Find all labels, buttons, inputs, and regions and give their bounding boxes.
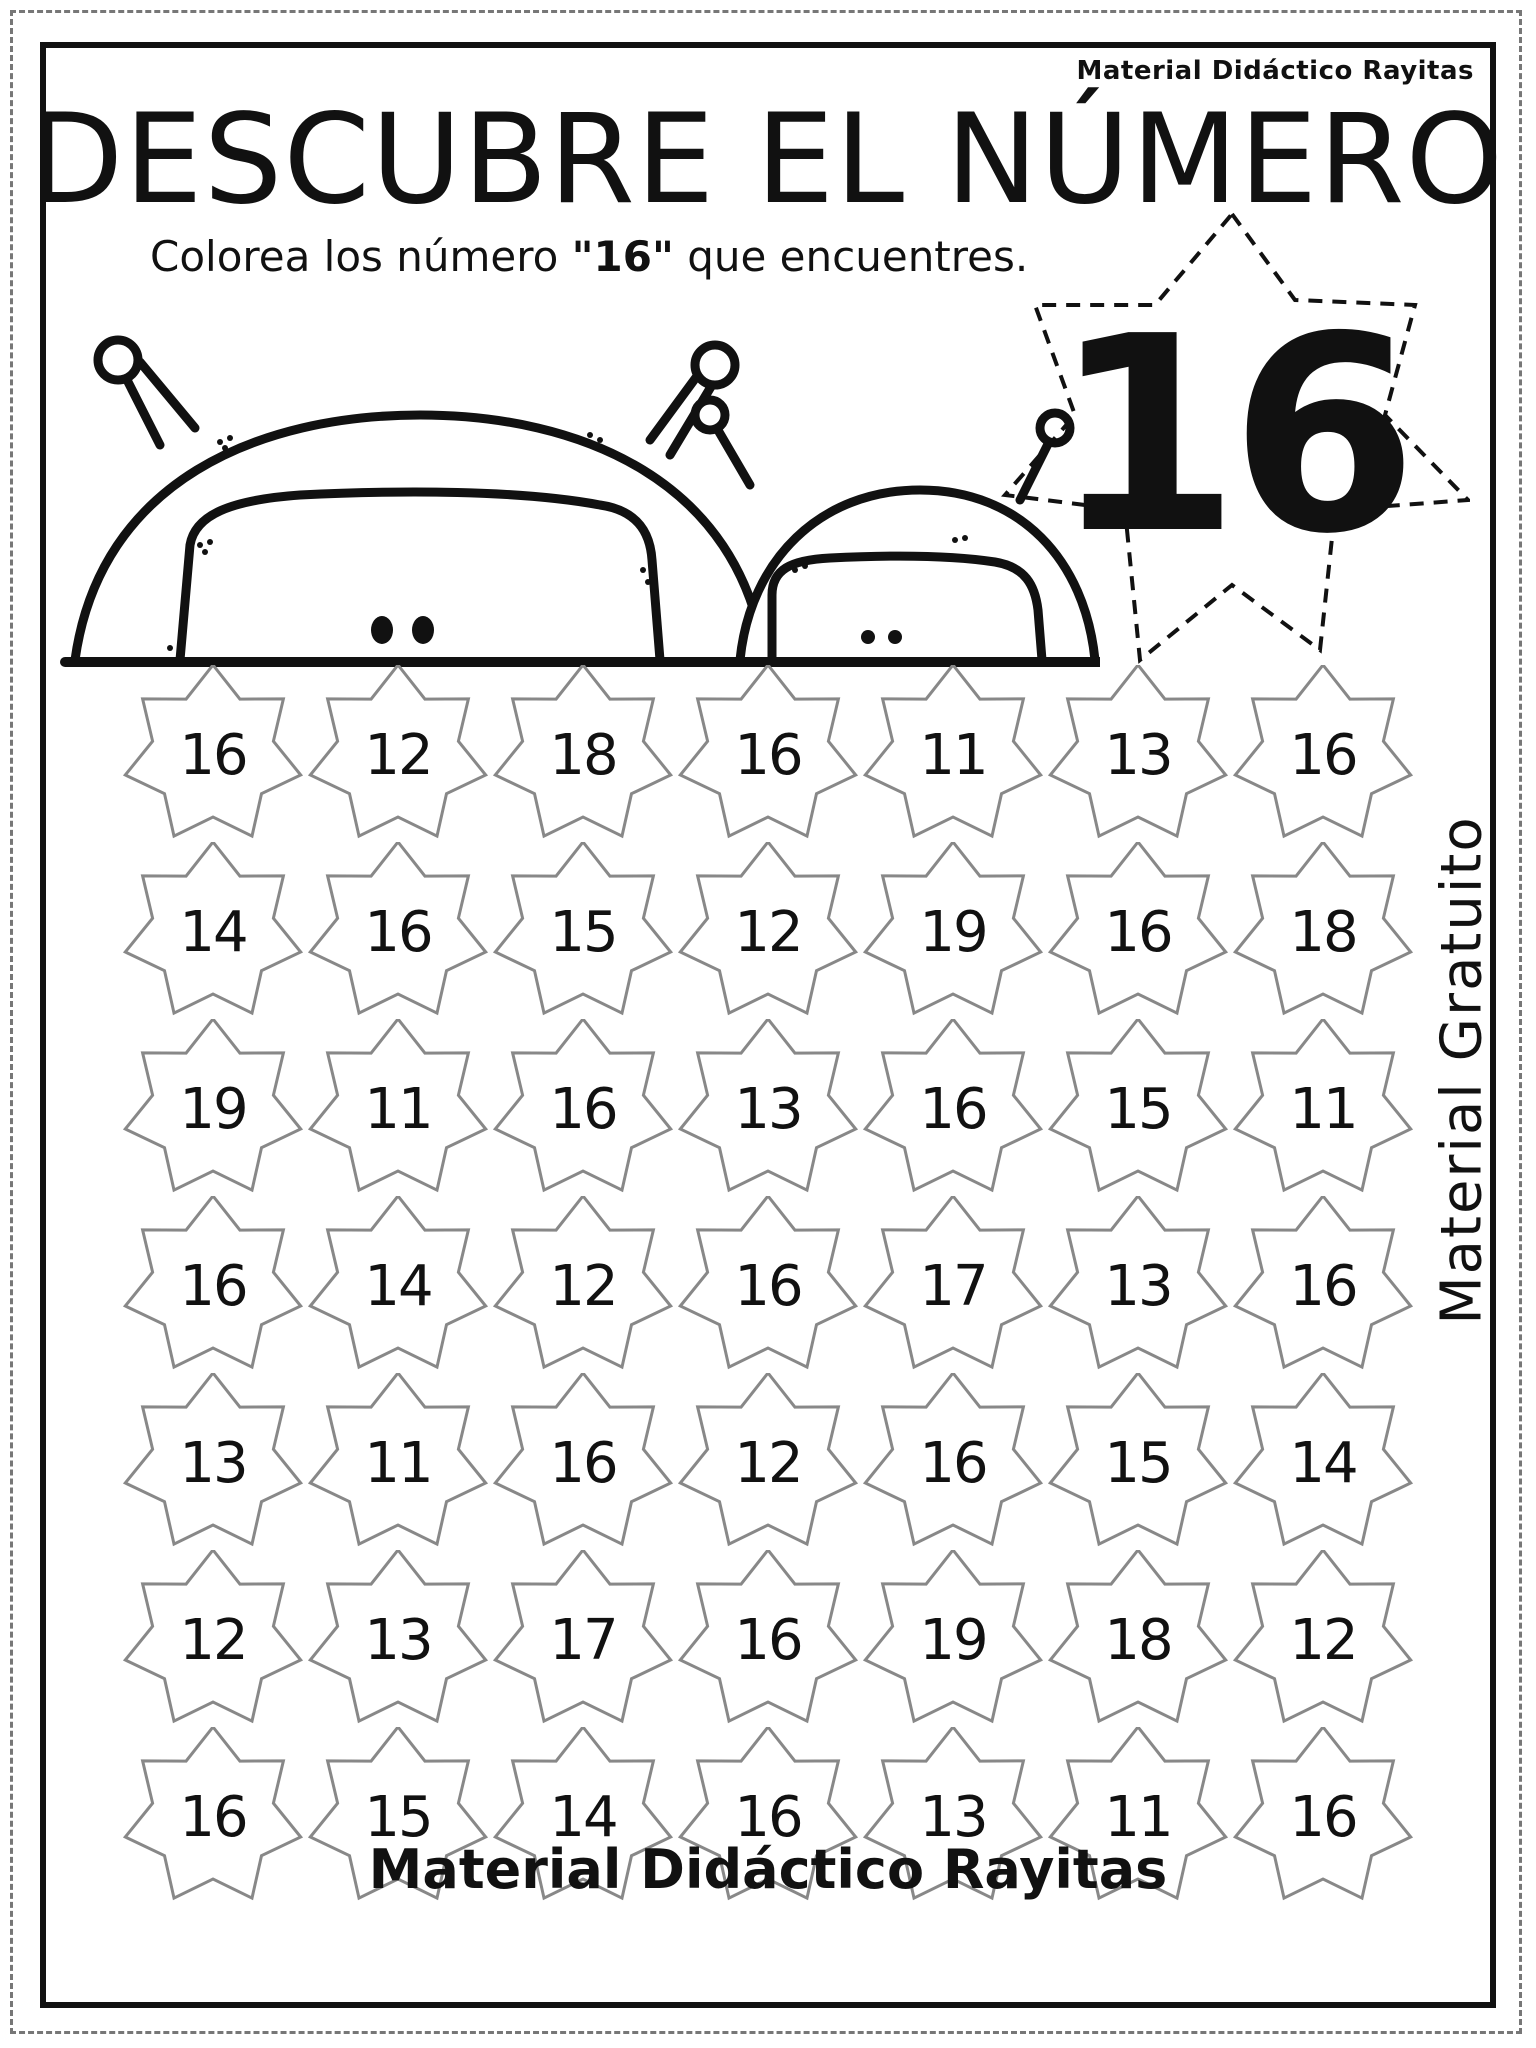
number-star-cell[interactable] <box>675 1550 861 1730</box>
star-number: 16 <box>734 722 802 788</box>
star-number: 14 <box>1289 1430 1357 1496</box>
star-number: 13 <box>734 1076 802 1142</box>
star-number: 12 <box>734 1430 802 1496</box>
number-star-cell[interactable] <box>860 1550 1046 1730</box>
number-star-cell[interactable] <box>490 842 676 1022</box>
star-number: 15 <box>1104 1076 1172 1142</box>
star-number: 16 <box>1289 722 1357 788</box>
target-number: 16 <box>1052 277 1408 593</box>
small-robot-antenna-left-ball <box>695 400 725 430</box>
number-star-cell[interactable] <box>860 665 1046 845</box>
brand-top: Material Didáctico Rayitas <box>1076 56 1474 86</box>
star-number: 16 <box>549 1430 617 1496</box>
star-number: 16 <box>919 1430 987 1496</box>
small-robot-eye-left <box>861 630 875 644</box>
number-star-cell[interactable] <box>490 665 676 845</box>
star-number: 14 <box>364 1253 432 1319</box>
star-number: 11 <box>1289 1076 1357 1142</box>
star-number: 19 <box>179 1076 247 1142</box>
star-number: 16 <box>919 1076 987 1142</box>
star-number: 12 <box>549 1253 617 1319</box>
number-star-cell[interactable] <box>675 1373 861 1553</box>
brand-bottom: Material Didáctico Rayitas <box>368 1838 1168 1901</box>
number-star-cell[interactable] <box>490 1550 676 1730</box>
star-number: 11 <box>1104 1784 1172 1850</box>
number-star-cell[interactable] <box>675 1019 861 1199</box>
star-number: 13 <box>1104 1253 1172 1319</box>
star-number: 15 <box>549 899 617 965</box>
number-star-cell[interactable] <box>305 1019 491 1199</box>
star-number: 13 <box>919 1784 987 1850</box>
number-star-cell[interactable] <box>305 1550 491 1730</box>
star-number: 16 <box>734 1607 802 1673</box>
instruction-text <box>150 232 1028 281</box>
number-star-cell[interactable] <box>120 842 306 1022</box>
star-number: 16 <box>734 1784 802 1850</box>
number-star-cell[interactable] <box>1045 842 1231 1022</box>
number-star-cell[interactable] <box>120 1373 306 1553</box>
number-star-cell[interactable] <box>120 1019 306 1199</box>
number-star-cell[interactable] <box>860 842 1046 1022</box>
number-star-cell[interactable] <box>490 1373 676 1553</box>
star-number: 14 <box>549 1784 617 1850</box>
number-star-cell[interactable] <box>675 1196 861 1376</box>
number-star-cell[interactable] <box>305 842 491 1022</box>
star-number: 16 <box>549 1076 617 1142</box>
star-number: 12 <box>1289 1607 1357 1673</box>
number-star-cell[interactable] <box>1230 1196 1416 1376</box>
number-star-cell[interactable] <box>860 1373 1046 1553</box>
star-number: 16 <box>179 1784 247 1850</box>
star-number: 16 <box>179 1253 247 1319</box>
number-star-cell[interactable] <box>1230 1373 1416 1553</box>
star-number: 12 <box>734 899 802 965</box>
number-star-grid <box>120 665 1440 1850</box>
star-number: 16 <box>1104 899 1172 965</box>
star-number: 11 <box>364 1430 432 1496</box>
number-star-cell[interactable] <box>490 1196 676 1376</box>
number-star-cell[interactable] <box>305 665 491 845</box>
number-star-cell[interactable] <box>1230 1550 1416 1730</box>
number-star-cell[interactable] <box>1045 665 1231 845</box>
number-star-cell[interactable] <box>1045 1196 1231 1376</box>
number-star-cell[interactable] <box>860 1196 1046 1376</box>
side-text-vertical: Material Gratuito <box>1429 815 1495 1325</box>
star-number: 18 <box>1104 1607 1172 1673</box>
number-star-cell[interactable] <box>305 1373 491 1553</box>
star-number: 14 <box>179 899 247 965</box>
instruction-before: Colorea los número <box>150 232 572 281</box>
big-robot-antenna-right-ball <box>695 345 735 385</box>
star-number: 16 <box>1289 1253 1357 1319</box>
number-star-cell[interactable] <box>120 1196 306 1376</box>
number-star-cell[interactable] <box>1230 665 1416 845</box>
star-number: 15 <box>364 1784 432 1850</box>
star-number: 11 <box>364 1076 432 1142</box>
number-star-cell[interactable] <box>305 1196 491 1376</box>
target-number-star <box>990 210 1470 680</box>
star-number: 12 <box>364 722 432 788</box>
number-star-cell[interactable] <box>1045 1550 1231 1730</box>
number-star-cell[interactable] <box>120 665 306 845</box>
big-robot-eye-left <box>371 616 393 644</box>
number-star-cell[interactable] <box>1230 842 1416 1022</box>
star-number: 19 <box>919 1607 987 1673</box>
star-number: 16 <box>734 1253 802 1319</box>
star-number: 19 <box>919 899 987 965</box>
star-number: 13 <box>179 1430 247 1496</box>
star-number: 16 <box>364 899 432 965</box>
number-star-cell[interactable] <box>860 1019 1046 1199</box>
robots-illustration <box>60 330 1100 670</box>
star-number: 16 <box>179 722 247 788</box>
big-robot-eye-right <box>412 616 434 644</box>
star-number: 15 <box>1104 1430 1172 1496</box>
star-number: 16 <box>1289 1784 1357 1850</box>
number-star-cell[interactable] <box>120 1550 306 1730</box>
big-robot-antenna-left-ball <box>98 340 138 380</box>
star-number: 18 <box>1289 899 1357 965</box>
instruction-highlight: "16" <box>571 232 674 281</box>
star-number: 13 <box>364 1607 432 1673</box>
star-number: 11 <box>919 722 987 788</box>
star-number: 13 <box>1104 722 1172 788</box>
star-number: 18 <box>549 722 617 788</box>
number-star-cell[interactable] <box>1230 1019 1416 1199</box>
number-star-cell[interactable] <box>1045 1373 1231 1553</box>
number-star-cell[interactable] <box>490 1019 676 1199</box>
star-number: 17 <box>549 1607 617 1673</box>
number-star-cell[interactable] <box>1045 1019 1231 1199</box>
number-star-cell[interactable] <box>675 842 861 1022</box>
star-number: 12 <box>179 1607 247 1673</box>
small-robot-eye-right <box>888 630 902 644</box>
page-title: DESCUBRE EL NÚMERO <box>27 88 1505 232</box>
instruction-after: que encuentres. <box>673 232 1029 281</box>
number-star-cell[interactable] <box>675 665 861 845</box>
star-number: 17 <box>919 1253 987 1319</box>
